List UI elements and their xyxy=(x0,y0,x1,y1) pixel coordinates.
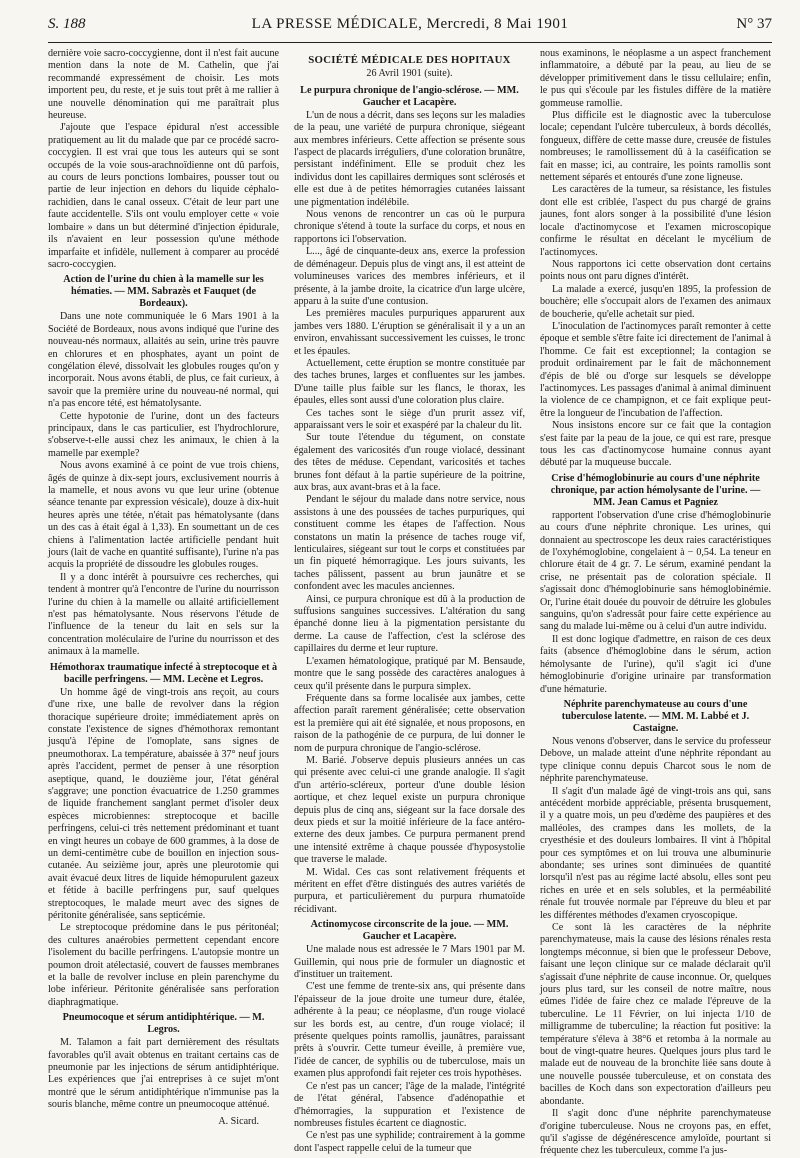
paragraph: L'inoculation de l'actinomyces paraît remonter à cette époque et semble s'être faite ici directement de l'animal à l'homme. Ce fait est exceptionnel; la contagion se produit ordinairement par le fait de mâchonnement d'épis de blé ou d'orge sur lesquels se développe l'actinomyces. Les passages d'animal à animal diminuent la violence de ce champignon, et ce fait explique peut-être la longueur de l'incubation de l'affection. xyxy=(540,320,771,419)
article-heading: Action de l'urine du chien à la mamelle sur les hématies. — MM. Sabrazès et Fauquet (de Bordeaux). xyxy=(63,274,264,310)
article-heading: Néphrite parenchymateuse au cours d'une tuberculose latente. — MM. M. Labbé et J. Castaigne. xyxy=(561,698,750,734)
paragraph: L'examen hématologique, pratiqué par M. Bensaude, montre que le sang possède des caractères analogues à ceux qu'il présente dans le purpura simplex. xyxy=(294,655,525,692)
paragraph: Il s'agit donc d'une néphrite parenchymateuse d'origine tuberculeuse. Nous ne croyons pas, en effet, qu'il s'agisse de dégénérescence amyloïde, pourtant si fréquente chez les tuberculeux, comme l'a jus- xyxy=(540,1108,771,1157)
paragraph: Plus difficile est le diagnostic avec la tuberculose locale; cependant l'ulcère tuberculeux, à bords décollés, fongueux, diffère de cette masse dure, creusée de fistules nombreuses; le ramollissement dû à la caséification se fait en masse; ici, au contraire, les points ramollis sont nettement séparés et entourés d'une zone ligneuse. xyxy=(540,110,771,184)
column-1 xyxy=(48,48,279,1127)
paragraph: Nous rapportons ici cette observation dont certains points nous ont paru dignes d'intérêt. xyxy=(540,258,771,283)
paragraph: C'est une femme de trente-six ans, qui présente dans l'épaisseur de la joue droite une tumeur dure, étalée, adhérente à la peau; ce néoplasme, d'un rouge violacé sur les bords est, au centre, d'un rouge violacé; il présente quelques points ramollis, jaunâtres, paraissant prêts à s'ouvrir. Cette tumeur éveille, à première vue, l'idée de cancer, de syphilis ou de tuberculose, mais un examen plus approfondi fait rejeter ces trois hypothèses. xyxy=(294,981,525,1080)
paragraph: Il est donc logique d'admettre, en raison de ces deux faits (absence d'hémoglobine dans le sérum, action hémolysante de l'urine), qu'il s'agit ici d'une hémoglobinurie d'origine urinaire par transformation d'une hématurie. xyxy=(540,633,771,695)
paragraph: L'un de nous a décrit, dans ses leçons sur les maladies de la peau, une variété de purpura chronique, siégeant aux membres inférieurs. Cette affection se présente sous l'aspect de placards irréguliers, d'une coloration brunâtre, persistant indéfiniment. Elle se produit chez les individus dont les capillaires dermiques sont sclérosés et elle est due à de petites hémorragies cutanées laissant une pigmentation indélébile. xyxy=(294,109,525,208)
page-number: S. 188 xyxy=(48,16,86,32)
paragraph: Le streptocoque prédomine dans le pus péritonéal; des cultures anaérobies permettent cependant encore l'isolement du bacille perfringens. L'autopsie montre un poumon droit atélectasié, couvert de fausses membranes et la balle de revolver incluse en plein parenchyme du lobe inférieur. Péritonite généralisée sans perforation diaphragmatique. xyxy=(48,922,279,1008)
paragraph: Cette hypotonie de l'urine, dont un des facteurs principaux, dans le cas particulier, est l'hydrochlorure, s'observe-t-elle aussi chez les animaux, le chien à la mamelle par exemple? xyxy=(48,410,279,459)
paragraph: M. Talamon a fait part dernièrement des résultats favorables qu'il avait obtenus en traitant certains cas de pneumonie par les injections de sérum antidiphtérique. Les expériences que j'ai entreprises à ce sujet m'ont montré que le sérum antidiphtérique n'immunise pas la souris blanche, même contre un pneumocoque atténué. xyxy=(48,1037,279,1111)
article-heading: Crise d'hémoglobinurie au cours d'une néphrite chronique, par action hémolysante de l'urine. — MM. Jean Camus et Pagniez xyxy=(550,472,761,508)
paragraph: Ce sont là les caractères de la néphrite parenchymateuse, mais la cause des lésions rénales resta longtemps méconnue, si bien que le professeur Debove, faisant une leçon clinique sur ce malade déclarait qu'il s'agissait d'une néphrite de cause inconnue. Or, quelques jours plus tard, sur les conseil de notre maître, nous eûmes l'idée de faire chez ce malade l'épreuve de la tuberculine. Le 11 Février, on lui injecta 1/10 de milligramme de tuberculine; la réaction fut positive: la température s'éleva à 38°6 et retomba à la normale au bout de vingt-quatre heures. Quelques jours plus tard le malade eut de nouveau de la bronchite liée sans doute à une nouvelle poussée tuberculeuse, et on constata des bacilles de Koch dans son expectoration d'ailleurs peu abondante. xyxy=(540,922,771,1107)
paragraph: L..., âgé de cinquante-deux ans, exerce la profession de déménageur. Depuis plus de vingt ans, il est atteint de volumineuses varices des membres inférieurs, et il présente, à la jambe droite, la cicatrice d'un large ulcère, apparu à la suite d'une contusion. xyxy=(294,246,525,307)
article-heading: Pneumocoque et sérum antidiphtérique. — M. Legros. xyxy=(62,1012,265,1036)
paragraph: dernière voie sacro-coccygienne, dont il n'est fait aucune mention dans la note de M. Cathelin, que j'ai recommandé expressément de choisir. Les mots importent peu, du reste, et je suis tout prêt à me rallier à une nouvelle dénomination qui me paraîtrait plus heureuse. xyxy=(48,48,279,122)
paragraph: Actuellement, cette éruption se montre constituée par des taches brunes, larges et confluentes sur les jambes. D'une taille plus faible sur les flancs, le thorax, les épaules, elles sont aussi d'une coloration plus claire. xyxy=(294,357,525,407)
paragraph: Dans une note communiquée le 6 Mars 1901 à la Société de Bordeaux, nous avons indiqué que l'urine des nouveau-nés normaux, allaités au sein, urine très pauvre en chlorures et en phosphates, ayant un point de congélation élevé, dissolvait les globules rouges qu'on y incorporait. Nous avons établi, de plus, ce fait curieux, à savoir que la première urine du nouveau-né normal, qui n'a pas encore tété, est hématolysante. xyxy=(48,311,279,410)
section-heading: SOCIÉTÉ MÉDICALE DES HOPITAUX xyxy=(308,54,511,66)
paragraph: Il s'agit d'un malade âgé de vingt-trois ans qui, sans antécédent morbide appréciable, présenta brusquement, il y a quatre mois, un peu d'œdème des paupières et des malléoles, des crampes dans les mollets, de la cryesthésie et des douleurs lombaires. Il vint à l'hôpital pour ces symptômes et on lui trouva une albuminurie abondante; ses urines sont diminuées de quantité lorsqu'il n'est pas au régime lacté absolu, elles sont peu riches en urée et en sels solubles, et la perméabilité rénale fut trouvée normale par l'épreuve du bleu et par les différentes méthodes d'examen cryoscopique. xyxy=(540,785,771,921)
paragraph: Les caractères de la tumeur, sa résistance, les fistules dont elle est criblée, l'aspect du pus chargé de grains jaunes, font alors songer à la possibilité d'une lésion locale d'actinomycose et l'examen microscopique confirme le résultat en décelant le mycélium de l'actinomyces. xyxy=(540,184,771,258)
paragraph: J'ajoute que l'espace épidural n'est accessible pratiquement au lit du malade que par ce procédé sacro-coccygien. Il est vrai que tous les auteurs qui se sont occupés de la voie sous-arachnoïdienne ont dû parfois, au cours de leurs ponctions lombaires, pousser tout ou partie de leur injection en dehors du liquide céphalo-rachidien, dans le canal osseux. C'était de leur part une faute accidentelle. S'ils ont voulu employer cette « voie lombaire » dans un but déterminé d'injection épidurale, ils n'avaient en leur possession qu'une méthode imparfaite et infidèle, nullement à comparer au procédé sacro-coccygien. xyxy=(48,122,279,270)
column-3 xyxy=(540,48,771,1157)
page-header xyxy=(48,16,772,43)
journal-title: LA PRESSE MÉDICALE, Mercredi, 8 Mai 1901 xyxy=(251,16,569,32)
paragraph: Ce n'est pas une syphilide; contrairement à la gomme dont l'aspect rappelle celui de la tumeur que xyxy=(294,1130,525,1154)
column-2 xyxy=(294,48,525,1154)
paragraph: Pendant le séjour du malade dans notre service, nous assistons à une des poussées de taches purpuriques, qui constituent comme les étapes de l'affection. Nous constatons un matin la présence de taches rouge vif, lenticulaires, siégeant sur tout le corps et constituées par un fin piqueté hémorragique. Les jours suivants, les taches pâlissent, passent au brun jaunâtre et se confondent avec les macules anciennes. xyxy=(294,494,525,593)
paragraph: La malade a exercé, jusqu'en 1895, la profession de bouchère; elle s'occupait alors de l'examen des animaux de boucherie, qu'elle achetait sur pied. xyxy=(540,283,771,320)
issue-number: N° 37 xyxy=(736,16,772,32)
paragraph: Ce n'est pas un cancer; l'âge de la malade, l'intégrité de l'état général, l'absence d'adénopathie et d'hémorragies, la suppuration et l'existence de nombreuses fistules écartent ce diagnostic. xyxy=(294,1080,525,1129)
paragraph: M. Barié. J'observe depuis plusieurs années un cas qui présente avec celui-ci une grande analogie. Il s'agit d'un artério-scléreux, porteur d'une double lésion aortique, et chez lequel existe un purpura chronique depuis plus de cinq ans, siégeant sur la face dorsale des deux pieds et sur la moitié inférieure de la face antéro-externe des deux jambes. Ce purpura permanent prend une intensité extrême à chaque poussée d'hyposystolie que traverse le malade. xyxy=(294,754,525,866)
paragraph: Fréquente dans sa forme localisée aux jambes, cette affection paraît rarement généralisée; cette observation est la première qui ait été signalée, et nous proposons, en raison de la pathogénie de ce purpura, de lui donner le nom de purpura chronique de l'angio-sclérose. xyxy=(294,692,525,754)
article-heading: Actinomycose circonscrite de la joue. — MM. Gaucher et Lacapère. xyxy=(310,919,509,943)
signature: A. Sicard. xyxy=(218,1115,259,1127)
article-heading: Hémothorax traumatique infecté à streptocoque et à bacille perfringens. — MM. Lecène et Legros. xyxy=(49,661,278,685)
paragraph: nous examinons, le néoplasme a un aspect franchement inflammatoire, a débuté par la peau, au lieu de se développer primitivement dans le tissu cellulaire; enfin, le pus qui s'écoule par les fistules diffère de la matière gommeuse ramollie. xyxy=(540,48,771,109)
paragraph: rapportent l'observation d'une crise d'hémoglobinurie au cours d'une néphrite chronique. Les urines, qui donnaient au spectroscope les deux raies caractéristiques de l'oxyhémoglobine, congelaient à − 0,54. La teneur en chlorure était de 4 gr. 7. Le sérum, examiné pendant la crise, ne présentait pas de coloration spéciale. Il s'agissait donc d'hémoglobinurie sans hémoglobinémie. Or, l'urine était douée du pouvoir de détruire les globules sanguins, qu'on s'adressât pour faire cette expérience au sang du malade lui-même ou à celui d'un autre individu. xyxy=(540,509,771,633)
paragraph: Nous venons de rencontrer un cas où le purpura chronique s'étend à toute la surface du corps, et nous en rapportons ici l'observation. xyxy=(294,209,525,245)
paragraph: Sur toute l'étendue du tégument, on constate également des varicosités d'un rouge violacé, dessinant des têtes de méduse. Cependant, varicosités et taches brunes font défaut à la partie supérieure de la poitrine, aux bras, aux avant-bras et à la face. xyxy=(294,432,525,493)
paragraph: M. Widal. Ces cas sont relativement fréquents et méritent en effet d'être distingués des autres variétés de purpura, et particulièrement du purpura rhumatoïde récidivant. xyxy=(294,866,525,915)
paragraph: Un homme âgé de vingt-trois ans reçoit, au cours d'une rixe, une balle de revolver dans la région thoracique supérieure droite; immédiatement après on constate l'existence de signes d'hémothorax remontant jusqu'à l'épine de l'omoplate, sans signes de pneumothorax. La température, abaissée à 37° neuf jours après l'accident, permet de penser à une résorption aseptique, quand, le douzième jour, l'état général s'aggrave; une ponction évacuatrice de 1.250 grammes de liquide franchement sanglant permet d'isoler deux espèces microbiennes: streptocoque et bacille perfringens, celui-ci très nettement prédominant et tuant en vingt heures un cobaye de 600 grammes, à la dose de un demi-centimètre cube de bouillon en injection sous-cutanée. Au seizième jour, après une pleurotomie qui avait évacué deux litres de liquide hémopurulent gazeux et fétide à bacille perfringens pur, sauf quelques streptocoques, le malade meurt avec des signes de péritonite généralisée, sans septicémie. xyxy=(48,686,279,921)
paragraph: Nous venons d'observer, dans le service du professeur Debove, un malade atteint d'une néphrite répondant au type clinique connu depuis Charcot sous le nom de néphrite parenchymateuse. xyxy=(540,735,771,785)
section-date: 26 Avril 1901 (suite). xyxy=(366,68,453,80)
paragraph: Nous avons examiné à ce point de vue trois chiens, âgés de quinze à dix-sept jours, exclusivement nourris à la mamelle, et nous avons vu que leur urine (obtenue séance tenante par expression vésicale), douze à dix-huit heures après une tétée, n'était pas hématolysante (dans un des cas à était égal à 1,33). En soumettant un de ces chiens à l'alimentation lactée artificielle pendant huit jours (lait de vache en quantité suffisante), l'urine n'a pas acquis la propriété de dissoudre les globules rouges. xyxy=(48,460,279,571)
paragraph: Ces taches sont le siège d'un prurit assez vif, apparaissant vers le soir et exaspéré par la chaleur du lit. xyxy=(294,407,525,431)
paragraph: Les premières macules purpuriques apparurent aux jambes vers 1880. L'éruption se généralisait il y a un an environ, envahissant successivement les cuisses, le tronc et les épaules. xyxy=(294,308,525,357)
paragraph: Nous insistons encore sur ce fait que la contagion s'est faite par la peau de la joue, ce qui est rare, presque tous les cas d'actinomycose humaine connus ayant débuté par la muqueuse buccale. xyxy=(540,420,771,469)
article-heading: Le purpura chronique de l'angio-sclérose. — MM. Gaucher et Lacapère. xyxy=(300,84,519,108)
paragraph: Ainsi, ce purpura chronique est dû à la production de suffusions sanguines successives. L'altération du sang épanché donne lieu à la pigmentation persistante du derme. La cause de l'affection, c'est la sclérose des capillaires du derme et leur rupture. xyxy=(294,593,525,655)
paragraph: Une malade nous est adressée le 7 Mars 1901 par M. Guillemin, qui nous prie de formuler un diagnostic et d'instituer un traitement. xyxy=(294,944,525,981)
paragraph: Il y a donc intérêt à poursuivre ces recherches, qui tendent à montrer qu'à l'encontre de l'urine du nourrisson l'urine du chien à la mamelle ou allaité artificiellement n'est pas hématolysante. Nous réservons l'étude de l'influence de la teneur du lait en sels sur la concentration moléculaire de l'urine du nourrisson et des animaux à la mamelle. xyxy=(48,571,279,658)
